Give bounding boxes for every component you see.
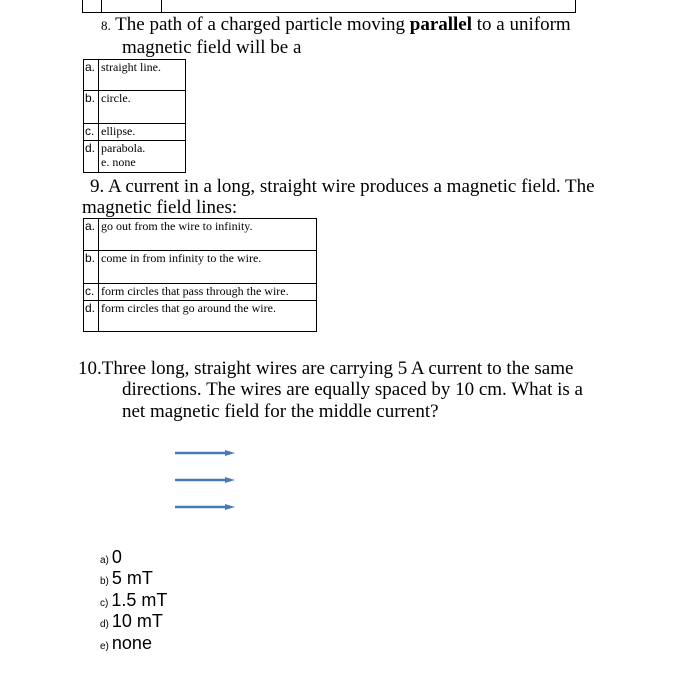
q8-text-bold: parallel (409, 14, 473, 35)
answer-label: c) (100, 598, 109, 609)
q10-answer[interactable] (100, 611, 163, 635)
q8-text-before: The path of a charged particle moving (115, 14, 410, 35)
option-text: form circles that go around the wire. (99, 301, 317, 332)
answer-text: 1.5 mT (111, 590, 168, 610)
table-divider (101, 0, 102, 12)
current-arrow-icon (175, 503, 235, 511)
answer-text: 5 mT (111, 568, 153, 588)
answer-text: none (111, 633, 152, 653)
option-label: b. (84, 251, 99, 284)
option-text: go out from the wire to infinity. (99, 219, 317, 251)
q8-option-row[interactable] (84, 124, 186, 141)
q9-line1: 9. A current in a long, straight wire produces a magnetic field. The (90, 176, 595, 197)
q9-option-row[interactable] (84, 301, 317, 332)
q9-option-row[interactable] (84, 251, 317, 284)
current-arrow-icon (175, 476, 235, 484)
q9-line2: magnetic field lines: (82, 197, 238, 218)
option-label: c. (84, 124, 99, 141)
answer-label: e) (100, 641, 109, 652)
q9-options-table (83, 218, 317, 332)
option-label: d. (84, 141, 99, 173)
option-text-e: e. none (101, 155, 136, 169)
option-text: form circles that pass through the wire. (99, 284, 317, 301)
option-label: a. (84, 60, 99, 91)
q8-number: 8. (101, 18, 111, 33)
option-text: come in from infinity to the wire. (99, 251, 317, 284)
q8-line2: magnetic field will be a (122, 37, 302, 58)
current-arrow-icon (175, 449, 235, 457)
q10-line1: 10.Three long, straight wires are carrying 5 A current to the same (78, 358, 574, 379)
q9-option-row[interactable] (84, 219, 317, 251)
q8-option-row[interactable] (84, 91, 186, 124)
option-text-d: parabola. (101, 141, 146, 155)
answer-label: a) (100, 555, 109, 566)
option-text: ellipse. (99, 124, 186, 141)
q8-option-row[interactable] (84, 60, 186, 91)
option-label: d. (84, 301, 99, 332)
answer-text: 0 (111, 547, 122, 567)
answer-text: 10 mT (111, 611, 163, 631)
q9-option-row[interactable] (84, 284, 317, 301)
q8-options-table (83, 59, 186, 173)
option-label: a. (84, 219, 99, 251)
option-label: c. (84, 284, 99, 301)
q10-line3: net magnetic field for the middle current? (122, 401, 439, 422)
answer-label: d) (100, 619, 109, 630)
q10-answer[interactable] (100, 568, 153, 592)
q8-option-row[interactable] (84, 141, 186, 173)
previous-question-table (82, 0, 576, 13)
table-divider (161, 0, 162, 12)
option-text (99, 141, 186, 173)
option-text: straight line. (99, 60, 186, 91)
q8-line1 (101, 14, 571, 37)
option-label: b. (84, 91, 99, 124)
answer-label: b) (100, 576, 109, 587)
q8-text-after: to a uniform (472, 14, 571, 35)
q10-answer[interactable] (100, 633, 152, 657)
option-text: circle. (99, 91, 186, 124)
q10-line2: directions. The wires are equally spaced by 10 cm. What is a (122, 379, 583, 400)
